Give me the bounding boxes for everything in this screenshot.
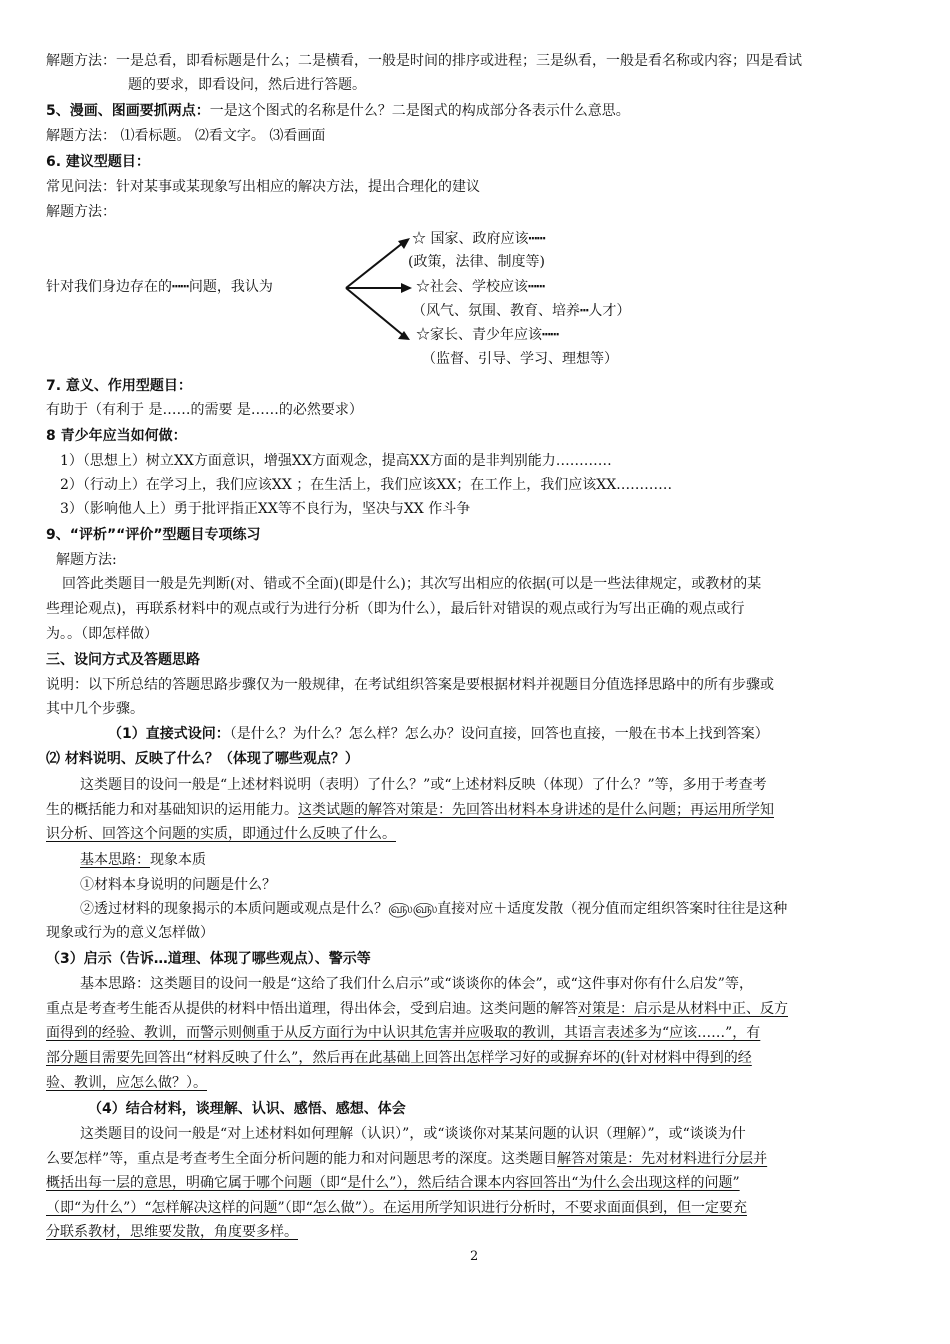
question-type-2-strategy: 这类试题的解答对策是：先回答出材料本身讲述的是什么问题；再运用所学知 xyxy=(298,802,774,818)
question-type-1-title: （1）直接式设问： xyxy=(108,726,230,742)
branch-state: ☆ 国家、政府应该┅┅ xyxy=(412,231,546,247)
part-3-note-2: 其中几个步骤。 xyxy=(46,701,144,717)
question-type-3-strategy: 对策是：启示是从材料中正、反方 xyxy=(578,1001,788,1017)
question-type-4-para-1: 这类题目的设问一般是“对上述材料如何理解（认识）”，或“谈谈你对某某问题的认识（理解）”，或“谈谈为什 xyxy=(80,1126,746,1142)
method-line-1: 解题方法：一是总看，即看标题是什么；二是横看，一般是时间的排序或进程；三是纵看，一般是看名称或内容；四是看试 xyxy=(46,53,802,69)
section-6-title: 6. 建议型题目： xyxy=(46,154,150,170)
section-5-method: 解题方法： ⑴看标题。 ⑵看文字。 ⑶看画面 xyxy=(46,128,326,144)
question-type-4-para-4: （即“为什么”）“怎样解决这样的问题”（即“怎么做”）。在运用所学知识进行分析时，不要求面面俱到，但一定要充 xyxy=(46,1200,747,1216)
section-8-item-1: 1）（思想上）树立XX方面意识，增强XX方面观念，提高XX方面的是非判别能力………… xyxy=(60,453,612,469)
section-5-title: 5、漫画、图画要抓两点： xyxy=(46,103,210,119)
branch-society: ☆社会、学校应该┅┅ xyxy=(416,279,545,295)
question-type-2-title: ⑵ 材料说明、反映了什么？（体现了哪些观点？） xyxy=(46,751,359,767)
part-3-title: 三、设问方式及答题思路 xyxy=(46,652,200,668)
section-9-title: 9、“评析”“评价”型题目专项练习 xyxy=(46,527,261,543)
section-9-para-1: 回答此类题目一般是先判断(对、错或不全面)(即是什么)；其次写出相应的依据(可以是一些法律规定，或教材的某 xyxy=(62,576,762,592)
question-type-2-para-1: 这类题目的设问一般是“上述材料说明（表明）了什么？”或“上述材料反映（体现）了什么？”等，多用于考查考 xyxy=(80,777,767,793)
branch-state-detail: (政策，法律、制度等) xyxy=(408,254,545,270)
section-8-item-3: 3）（影响他人上）勇于批评指正XX等不良行为，坚决与XX 作斗争 xyxy=(60,501,471,517)
question-type-1 xyxy=(108,723,769,745)
diagram-left-text: 针对我们身边存在的┅┅问题，我认为 xyxy=(46,279,273,295)
section-8-item-2: 2）（行动上）在学习上，我们应该XX ；在生活上，我们应该XX；在工作上，我们应该XX………… xyxy=(60,477,673,493)
question-type-2-para-2 xyxy=(46,799,774,821)
branch-family: ☆家长、青少年应该┅┅ xyxy=(416,327,559,343)
branch-family-detail: （监督、引导、学习、理想等） xyxy=(422,351,618,367)
method-line-2: 题的要求，即看设问，然后进行答题。 xyxy=(128,77,366,93)
question-type-3-title: （3）启示（告诉…道理、体现了哪些观点）、警示等 xyxy=(46,951,371,967)
section-5-text: 一是这个图式的名称是什么？二是图式的构成部分各表示什么意思。 xyxy=(209,103,630,119)
question-type-2-step-2: ②透过材料的现象揭示的本质问题或观点是什么？௵௵直接对应＋适度发散（视分值而定组织答案时往往是这种 xyxy=(80,901,788,917)
question-type-3-para-3: 面得到的经验、教训，而警示则侧重于从反方面行为中认识其危害并应吸取的教训，其语言表述多为“应该……”，有 xyxy=(46,1025,761,1041)
question-type-1-text: （是什么？为什么？怎么样？怎么办？设问直接，回答也直接，一般在书本上找到答案） xyxy=(229,726,769,742)
question-type-2-basic xyxy=(80,849,206,871)
question-type-4-strategy: 解答对策是：先对材料进行分层并 xyxy=(557,1151,768,1167)
section-7-title: 7. 意义、作用型题目： xyxy=(46,378,192,394)
section-6-question: 常见问法：针对某事或某现象写出相应的解决方法，提出合理化的建议 xyxy=(46,179,480,195)
question-type-4-title: （4）结合材料，谈理解、认识、感悟、感想、体会 xyxy=(88,1101,406,1117)
question-type-3-para-1: 基本思路：这类题目的设问一般是“这给了我们什么启示”或“谈谈你的体会”，或“这件事对你有什么启发”等， xyxy=(80,976,753,992)
question-type-2-step-1: ①材料本身说明的问题是什么？ xyxy=(80,877,276,893)
question-type-3-para-2 xyxy=(46,998,788,1020)
section-6-method: 解题方法： xyxy=(46,204,116,220)
question-type-4-para-2a: 么要怎样”等，重点是考查考生全面分析问题的能力和对问题思考的深度。这类题目 xyxy=(46,1151,558,1167)
question-type-2-step-2-cont: 现象或行为的意义怎样做） xyxy=(46,925,214,941)
section-9-method: 解题方法: xyxy=(56,552,117,568)
branch-society-detail: （风气、氛围、教育、培养┅人才） xyxy=(412,303,631,319)
page-number: 2 xyxy=(470,1249,479,1264)
question-type-3-para-5: 验、教训，应怎么做？）。 xyxy=(46,1075,207,1091)
question-type-4-para-5: 分联系教材，思维要发散，角度要多样。 xyxy=(46,1224,298,1240)
question-type-2-para-2a: 生的概括能力和对基础知识的运用能力。 xyxy=(46,802,298,818)
question-type-3-para-4: 部分题目需要先回答出“材料反映了什么”，然后再在此基础上回答出怎样学习好的或摒弃坏的(针对材料中得到的经 xyxy=(46,1050,752,1066)
section-9-para-3: 为。。（即怎样做） xyxy=(46,626,158,642)
part-3-note-1: 说明：以下所总结的答题思路步骤仅为一般规律，在考试组织答案是要根据材料并视题目分值选择思路中的所有步骤或 xyxy=(46,677,774,693)
section-7-text: 有助于（有利于 是……的需要 是……的必然要求） xyxy=(46,402,363,418)
question-type-2-para-3: 识分析、回答这个问题的实质，即通过什么反映了什么。 xyxy=(46,826,396,842)
question-type-3-para-2a: 重点是考查考生能否从提供的材料中悟出道理，得出体会，受到启迪。这类问题的解答 xyxy=(46,1001,578,1017)
question-type-4-para-3: 概括出每一层的意思，明确它属于哪个问题（即“是什么”），然后结合课本内容回答出“为什么会出现这样的问题” xyxy=(46,1175,740,1191)
basic-approach-label: 基本思路： xyxy=(80,852,150,868)
section-9-para-2: 些理论观点)，再联系材料中的观点或行为进行分析（即为什么），最后针对错误的观点或行为写出正确的观点或行 xyxy=(46,601,745,617)
question-type-4-para-2 xyxy=(46,1148,767,1170)
basic-approach-value: 现象本质 xyxy=(150,852,206,868)
section-8-title: 8 青少年应当如何做： xyxy=(46,428,187,444)
